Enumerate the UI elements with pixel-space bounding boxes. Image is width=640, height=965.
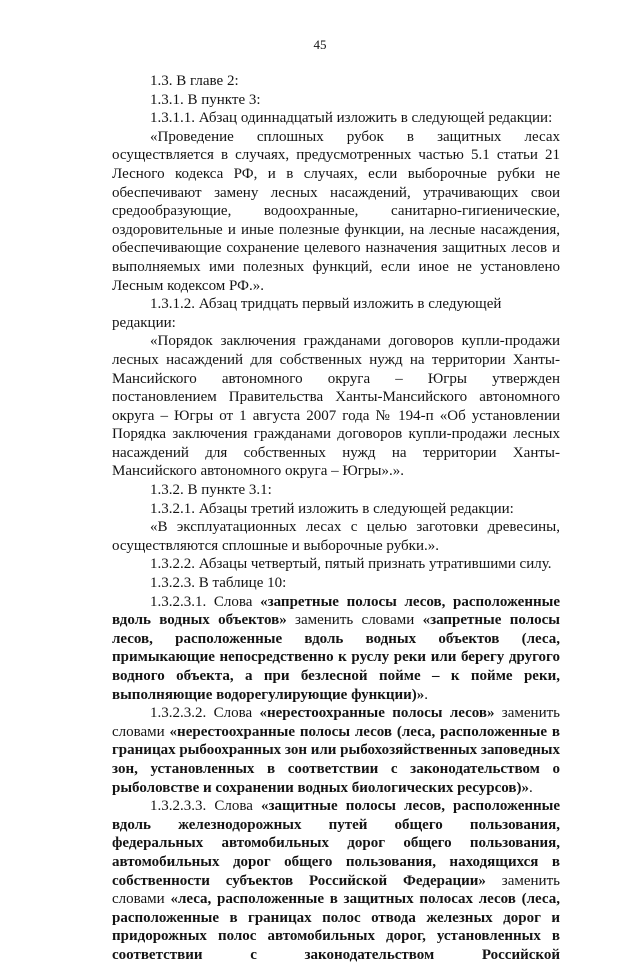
paragraph: 1.3.1.2. Абзац тридцать первый изложить в следующей редакции: [112,296,502,331]
quoted-old-wording: «нерестоохранные полосы лесов» [259,705,495,722]
paragraph-lead: 1.3.2.3.3. Слова [150,798,261,815]
paragraph-connector: заменить словами [286,612,423,629]
page-number: 45 [313,37,327,52]
paragraph: 1.3.1. В пункте 3: [150,91,261,108]
paragraph: 1.3.2.3. В таблице 10: [150,575,287,592]
quoted-old-wording: «защитные полосы лесов, расположенные вдоль железнодорожных путей общего пользования, федеральных автомобильных дорог общего пользования, автомобильных дорог общего пользования, находящихся в собственности субъектов Российской Федерации» [112,798,560,889]
paragraph: 1.3.1.1. Абзац одиннадцатый изложить в следующей редакции: [150,110,553,127]
document-body [112,72,560,965]
paragraph [112,797,560,964]
paragraph: 1.3.2. В пункте 3.1: [150,482,272,499]
paragraph: 1.3.2.1. Абзацы третий изложить в следующей редакции: [150,500,514,517]
paragraph: 1.3. В главе 2: [150,73,239,89]
paragraph-lead: 1.3.2.3.1. Слова [150,593,261,610]
paragraph-connector: заменить словами [112,872,560,908]
quoted-new-wording: «запретные полосы лесов, расположенные вдоль водных объектов (леса, примыкающие непосредственно к руслу реки или берегу другого водного объекта, а при безлесной пойме – к пойме реки, выполняющие водорегулирующие функции)» [112,612,560,703]
quoted-new-wording: «нерестоохранные полосы лесов (леса, расположенные в границах рыбоохранных зон или рыбохозяйственных заповедных зон, установленных в соответствии с законодательством о рыболовстве и сохранении водных биологических ресурсов)» [112,723,561,796]
paragraph: «В эксплуатационных лесах с целью заготовки древесины, осуществляются сплошные и выборочные рубки.». [112,519,560,554]
paragraph-tail: . [424,686,429,703]
quoted-old-wording: «запретные полосы лесов, расположенные вдоль водных объектов» [112,593,560,629]
paragraph-connector: заменить словами [112,705,560,740]
paragraph: «Порядок заключения гражданами договоров купли-продажи лесных насаждений для собственных нужд на территории Ханты-Мансийского автономного округа – Югры утвержден постановлением Правительства Ханты-Мансийского автономного округа – Югры от 1 августа 2007 года № 194-п «Об установлении Порядка заключения гражданами договоров купли-продажи лесных насаждений для собственных нужд на территории Ханты-Мансийского автономного округа – Югры».». [112,333,560,480]
paragraph-tail: . [528,779,533,796]
paragraph: «Проведение сплошных рубок в защитных лесах осуществляется в случаях, предусмотренных частью 5.1 статьи 21 Лесного кодекса РФ, и в случаях, если выборочные рубки не обеспечивают замену лесных насаждений, утрачивающих свои средообразующие, водоохранные, санитарно-гигиенические, оздоровительные и иные полезные функции, на лесные насаждения, обеспечивающие сохранение целевого назначения защитных лесов и выполняемых ими полезных функций, если иное не установлено Лесным кодексом РФ.». [112,128,560,294]
paragraph-lead: 1.3.2.3.2. Слова [150,705,260,722]
quoted-new-wording: «леса, расположенные в защитных полосах лесов (леса, расположенные в границах полос отвода железных дорог и придорожных полос автомобильных дорог, установленных в соответствии с законодательством Российской [112,891,560,963]
paragraph [112,593,560,705]
paragraph: 1.3.2.2. Абзацы четвертый, пятый признать утратившими силу. [150,556,552,573]
paragraph [112,704,560,797]
